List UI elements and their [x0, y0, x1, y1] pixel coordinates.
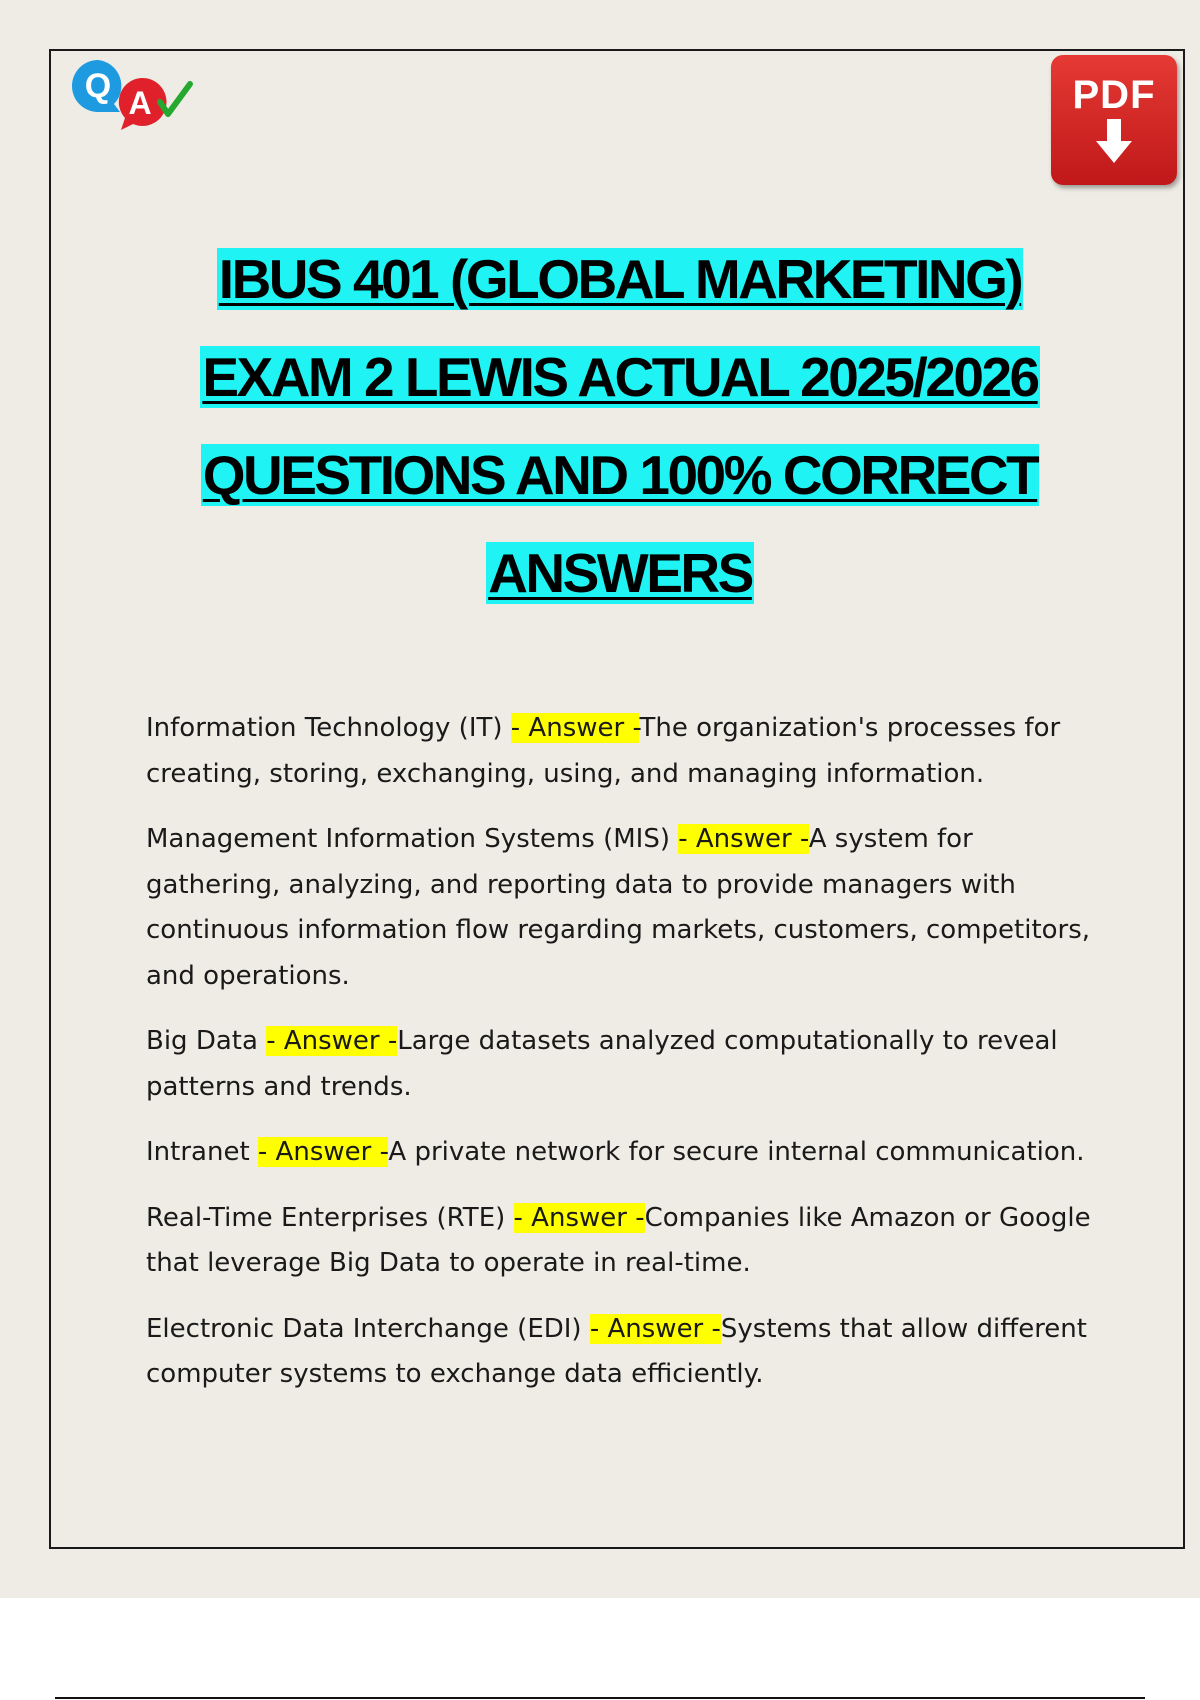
document-title [100, 236, 1140, 628]
qa-term: Intranet [146, 1137, 258, 1167]
answer-marker: - Answer - [589, 1313, 721, 1344]
qa-definition: A system for gathering, analyzing, and reporting data to provide managers with continuous information flow regarding markets, customers, competitors, and operations. [146, 824, 1091, 991]
qa-definition: A private network for secure internal communication. [388, 1137, 1085, 1167]
title-line-1: IBUS 401 (GLOBAL MARKETING) [218, 248, 1022, 310]
answer-marker: - Answer - [678, 824, 809, 854]
qa-definition: Large datasets analyzed computationally to reveal patterns and trends. [146, 1026, 1058, 1102]
qa-logo-icon [68, 56, 198, 132]
qa-term: Electronic Data Interchange (EDI) [146, 1313, 590, 1344]
qa-definition: Companies like Amazon or Google that leverage Big Data to operate in real-time. [146, 1202, 1091, 1278]
qa-item [146, 1019, 1106, 1110]
title-line-3: QUESTIONS AND 100% CORRECT [202, 444, 1038, 506]
answer-marker: - Answer - [266, 1026, 398, 1056]
qa-term: Big Data [146, 1026, 267, 1056]
qa-item [146, 1196, 1106, 1287]
pdf-label: PDF [1072, 73, 1156, 117]
qa-list [146, 706, 1106, 1418]
qa-item [146, 817, 1106, 999]
qa-term: Management Information Systems (MIS) [146, 824, 679, 854]
answer-marker: - Answer - [257, 1137, 389, 1167]
qa-term: Information Technology (IT) [146, 713, 511, 743]
qa-item [146, 1307, 1106, 1398]
qa-item [146, 706, 1106, 797]
answer-marker: - Answer - [510, 713, 640, 743]
title-line-2: EXAM 2 LEWIS ACTUAL 2025/2026 [202, 346, 1038, 408]
qa-definition: The organization's processes for creating, storing, exchanging, using, and managing information. [146, 713, 1061, 789]
title-line-4: ANSWERS [488, 542, 752, 604]
answer-marker: - Answer - [513, 1202, 645, 1233]
logo-q-letter: Q [84, 67, 112, 105]
bottom-divider [55, 1697, 1145, 1699]
qa-term: Real-Time Enterprises (RTE) [146, 1202, 514, 1233]
qa-definition: Systems that allow different computer systems to exchange data efficiently. [146, 1313, 1087, 1389]
qa-item [146, 1130, 1106, 1176]
pdf-download-badge [1051, 55, 1177, 185]
download-arrow-icon [1094, 119, 1134, 165]
logo-a-letter: A [128, 85, 152, 121]
